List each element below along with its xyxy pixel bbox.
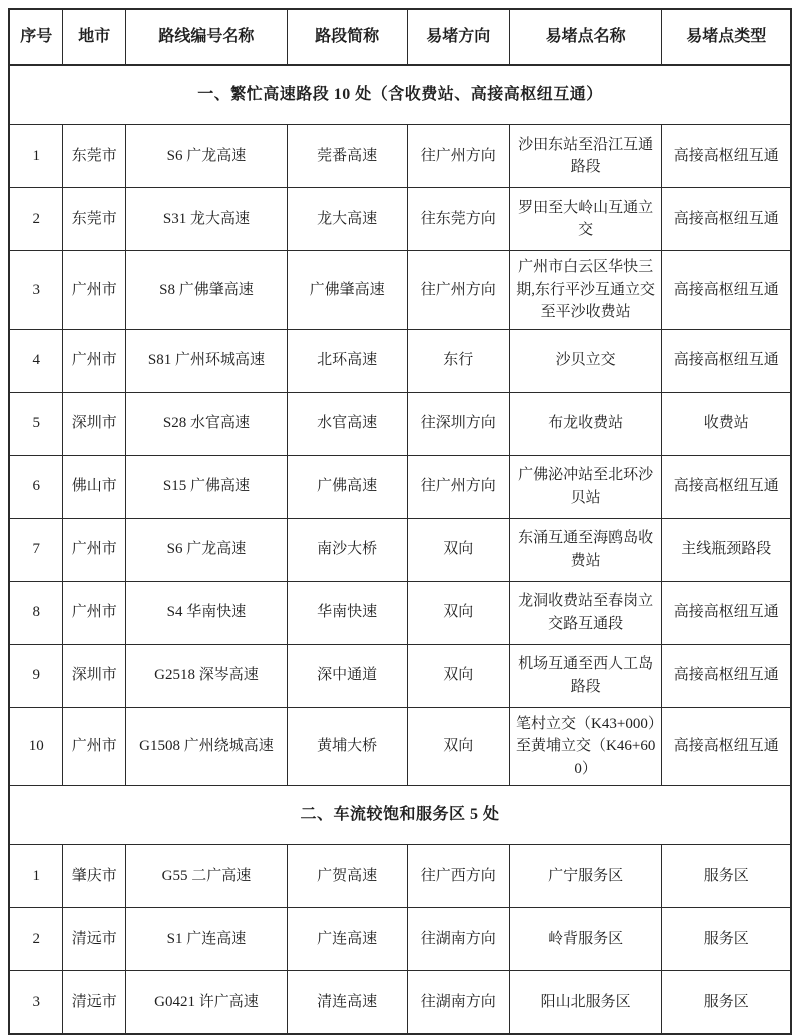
cell-direction: 双向 [407, 707, 509, 786]
cell-direction: 双向 [407, 644, 509, 707]
cell-no: 3 [9, 971, 63, 1035]
cell-section-name: 黄埔大桥 [287, 707, 407, 786]
table-row [9, 188, 791, 251]
cell-section-name: 广佛肇高速 [287, 251, 407, 330]
cell-point-type: 高接高枢纽互通 [662, 707, 791, 786]
cell-route-name: S28 水官高速 [126, 392, 288, 455]
cell-no: 5 [9, 392, 63, 455]
cell-route-name: G1508 广州绕城高速 [126, 707, 288, 786]
cell-point-type: 高接高枢纽互通 [662, 125, 791, 188]
cell-direction: 往湖南方向 [407, 971, 509, 1035]
cell-no: 7 [9, 518, 63, 581]
cell-point-type: 高接高枢纽互通 [662, 455, 791, 518]
cell-direction: 双向 [407, 581, 509, 644]
cell-point-type: 主线瓶颈路段 [662, 518, 791, 581]
cell-city: 肇庆市 [63, 845, 126, 908]
section-title: 二、车流较饱和服务区 5 处 [9, 786, 791, 845]
cell-point-name: 沙田东站至沿江互通路段 [509, 125, 661, 188]
cell-route-name: G2518 深岑高速 [126, 644, 288, 707]
cell-route-name: G0421 许广高速 [126, 971, 288, 1035]
cell-city: 广州市 [63, 329, 126, 392]
table-row [9, 908, 791, 971]
cell-route-name: S6 广龙高速 [126, 125, 288, 188]
table-row [9, 455, 791, 518]
table-row [9, 518, 791, 581]
cell-no: 1 [9, 845, 63, 908]
cell-point-name: 东涌互通至海鸥岛收费站 [509, 518, 661, 581]
cell-route-name: S15 广佛高速 [126, 455, 288, 518]
cell-point-name: 沙贝立交 [509, 329, 661, 392]
cell-route-name: S81 广州环城高速 [126, 329, 288, 392]
cell-no: 1 [9, 125, 63, 188]
cell-point-name: 龙洞收费站至春岗立交路互通段 [509, 581, 661, 644]
cell-section-name: 南沙大桥 [287, 518, 407, 581]
cell-city: 佛山市 [63, 455, 126, 518]
cell-city: 广州市 [63, 518, 126, 581]
cell-city: 深圳市 [63, 392, 126, 455]
cell-route-name: S31 龙大高速 [126, 188, 288, 251]
cell-point-type: 高接高枢纽互通 [662, 329, 791, 392]
cell-route-name: G55 二广高速 [126, 845, 288, 908]
cell-point-name: 笔村立交（K43+000）至黄埔立交（K46+600） [509, 707, 661, 786]
section-title-row [9, 65, 791, 125]
cell-point-type: 服务区 [662, 908, 791, 971]
cell-city: 清远市 [63, 908, 126, 971]
column-header-direction: 易堵方向 [407, 9, 509, 65]
cell-direction: 往东莞方向 [407, 188, 509, 251]
cell-point-type: 服务区 [662, 845, 791, 908]
column-header-city: 地市 [63, 9, 126, 65]
cell-point-name: 岭背服务区 [509, 908, 661, 971]
cell-direction: 往广州方向 [407, 125, 509, 188]
table-row [9, 845, 791, 908]
section-title: 一、繁忙高速路段 10 处（含收费站、高接高枢纽互通） [9, 65, 791, 125]
header-row [9, 9, 791, 65]
cell-point-name: 广佛泌冲站至北环沙贝站 [509, 455, 661, 518]
cell-city: 广州市 [63, 251, 126, 330]
cell-route-name: S1 广连高速 [126, 908, 288, 971]
cell-section-name: 华南快速 [287, 581, 407, 644]
cell-direction: 往广西方向 [407, 845, 509, 908]
column-header-section-name: 路段简称 [287, 9, 407, 65]
cell-direction: 往湖南方向 [407, 908, 509, 971]
cell-no: 6 [9, 455, 63, 518]
cell-section-name: 广佛高速 [287, 455, 407, 518]
cell-section-name: 广连高速 [287, 908, 407, 971]
cell-section-name: 水官高速 [287, 392, 407, 455]
cell-direction: 双向 [407, 518, 509, 581]
cell-no: 3 [9, 251, 63, 330]
cell-point-name: 广宁服务区 [509, 845, 661, 908]
cell-direction: 往深圳方向 [407, 392, 509, 455]
cell-direction: 往广州方向 [407, 251, 509, 330]
cell-point-name: 罗田至大岭山互通立交 [509, 188, 661, 251]
cell-point-name: 机场互通至西人工岛路段 [509, 644, 661, 707]
cell-point-type: 高接高枢纽互通 [662, 581, 791, 644]
column-header-no: 序号 [9, 9, 63, 65]
table-row [9, 581, 791, 644]
cell-no: 4 [9, 329, 63, 392]
table-row [9, 644, 791, 707]
cell-no: 9 [9, 644, 63, 707]
cell-route-name: S8 广佛肇高速 [126, 251, 288, 330]
cell-point-type: 服务区 [662, 971, 791, 1035]
cell-no: 2 [9, 908, 63, 971]
cell-point-type: 高接高枢纽互通 [662, 644, 791, 707]
cell-route-name: S4 华南快速 [126, 581, 288, 644]
table-row [9, 251, 791, 330]
cell-section-name: 龙大高速 [287, 188, 407, 251]
cell-city: 广州市 [63, 707, 126, 786]
column-header-point-name: 易堵点名称 [509, 9, 661, 65]
section-title-row [9, 786, 791, 845]
cell-city: 东莞市 [63, 125, 126, 188]
congestion-points-table [8, 8, 792, 1035]
cell-no: 2 [9, 188, 63, 251]
cell-point-type: 收费站 [662, 392, 791, 455]
cell-point-type: 高接高枢纽互通 [662, 188, 791, 251]
table-row [9, 125, 791, 188]
cell-point-name: 广州市白云区华快三期,东行平沙互通立交至平沙收费站 [509, 251, 661, 330]
cell-section-name: 深中通道 [287, 644, 407, 707]
cell-city: 清远市 [63, 971, 126, 1035]
cell-city: 深圳市 [63, 644, 126, 707]
table-row [9, 707, 791, 786]
cell-no: 10 [9, 707, 63, 786]
cell-point-name: 布龙收费站 [509, 392, 661, 455]
cell-section-name: 广贺高速 [287, 845, 407, 908]
cell-point-type: 高接高枢纽互通 [662, 251, 791, 330]
table-row [9, 971, 791, 1035]
cell-direction: 东行 [407, 329, 509, 392]
cell-section-name: 莞番高速 [287, 125, 407, 188]
cell-no: 8 [9, 581, 63, 644]
cell-section-name: 北环高速 [287, 329, 407, 392]
cell-point-name: 阳山北服务区 [509, 971, 661, 1035]
cell-city: 广州市 [63, 581, 126, 644]
table-row [9, 392, 791, 455]
table-row [9, 329, 791, 392]
cell-city: 东莞市 [63, 188, 126, 251]
cell-section-name: 清连高速 [287, 971, 407, 1035]
cell-direction: 往广州方向 [407, 455, 509, 518]
column-header-route-name: 路线编号名称 [126, 9, 288, 65]
cell-route-name: S6 广龙高速 [126, 518, 288, 581]
column-header-point-type: 易堵点类型 [662, 9, 791, 65]
